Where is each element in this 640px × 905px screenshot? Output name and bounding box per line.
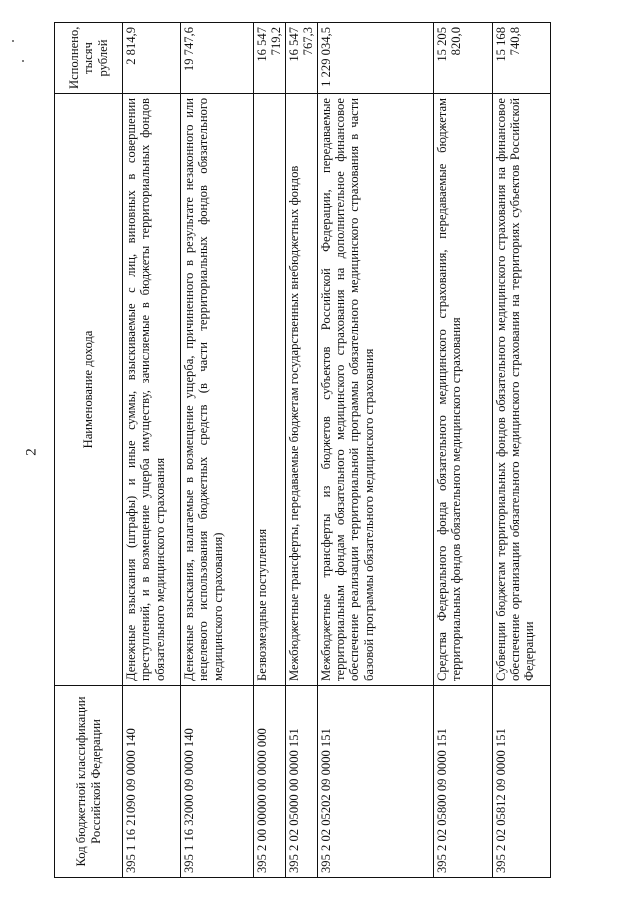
row-amount: 16 547 767,3 (285, 23, 317, 94)
page-number: 2 (23, 448, 40, 456)
rotated-page-content (54, 23, 634, 878)
table-row (254, 23, 286, 878)
table-row (123, 23, 181, 878)
row-code: 395 1 16 32000 09 0000 140 (181, 686, 254, 878)
row-amount: 16 547 719,2 (254, 23, 286, 94)
row-code: 395 2 02 05000 00 0000 151 (285, 686, 317, 878)
row-amount: 1 229 034,5 (317, 23, 433, 94)
row-amount: 15 168 740,8 (492, 23, 550, 94)
row-code: 395 2 02 05800 09 0000 151 (433, 686, 492, 878)
row-name: Субвенции бюджетам территориальных фондов обязательного медицинского страхования на финансовое обеспечение организации обязательного медицинского страхования на территориях субъектов Российской Федерации (492, 94, 550, 686)
header-amount: Исполнено, тысяч рублей (55, 23, 123, 94)
row-amount: 2 814,9 (123, 23, 181, 94)
row-amount: 19 747,6 (181, 23, 254, 94)
scan-speck (12, 40, 14, 42)
row-code: 395 1 16 21090 09 0000 140 (123, 686, 181, 878)
scan-speck (22, 60, 24, 62)
table-row (317, 23, 433, 878)
row-name: Денежные взыскания (штрафы) и иные суммы, взыскиваемые с лиц, виновных в совершении преступлений, и в возмещение ущерба имуществу, зачисляемые в бюджеты территориальных фондов обязательного медицинского страхования (123, 94, 181, 686)
row-code: 395 2 00 00000 00 0000 000 (254, 686, 286, 878)
header-code: Код бюджетной классификации Российской Федерации (55, 686, 123, 878)
row-name: Безвозмездные поступления (254, 94, 286, 686)
header-name: Наименование дохода (55, 94, 123, 686)
table-row (285, 23, 317, 878)
income-table (54, 22, 551, 878)
table-header-row (55, 23, 123, 878)
row-amount: 15 205 820,0 (433, 23, 492, 94)
table-row (181, 23, 254, 878)
table-row (433, 23, 492, 878)
row-name: Средства Федерального фонда обязательного медицинского страхования, передаваемые бюджетам территориальных фондов обязательного медицинского страхования (433, 94, 492, 686)
row-code: 395 2 02 05812 09 0000 151 (492, 686, 550, 878)
row-name: Межбюджетные трансферты из бюджетов субъектов Российской Федерации, передаваемые территориальным фондам обязательного медицинского страхования на дополнительное финансовое обеспечение реализации территориальной программы обязательного медицинского страхования в части базовой программы обязательного медицинского страхования (317, 94, 433, 686)
row-code: 395 2 02 05202 09 0000 151 (317, 686, 433, 878)
row-name: Денежные взыскания, налагаемые в возмещение ущерба, причиненного в результате незаконного или нецелевого использования бюджетных средств (в части территориальных фондов обязательного медицинского страхования) (181, 94, 254, 686)
table-row (492, 23, 550, 878)
row-name: Межбюджетные трансферты, передаваемые бюджетам государственных внебюджетных фондов (285, 94, 317, 686)
